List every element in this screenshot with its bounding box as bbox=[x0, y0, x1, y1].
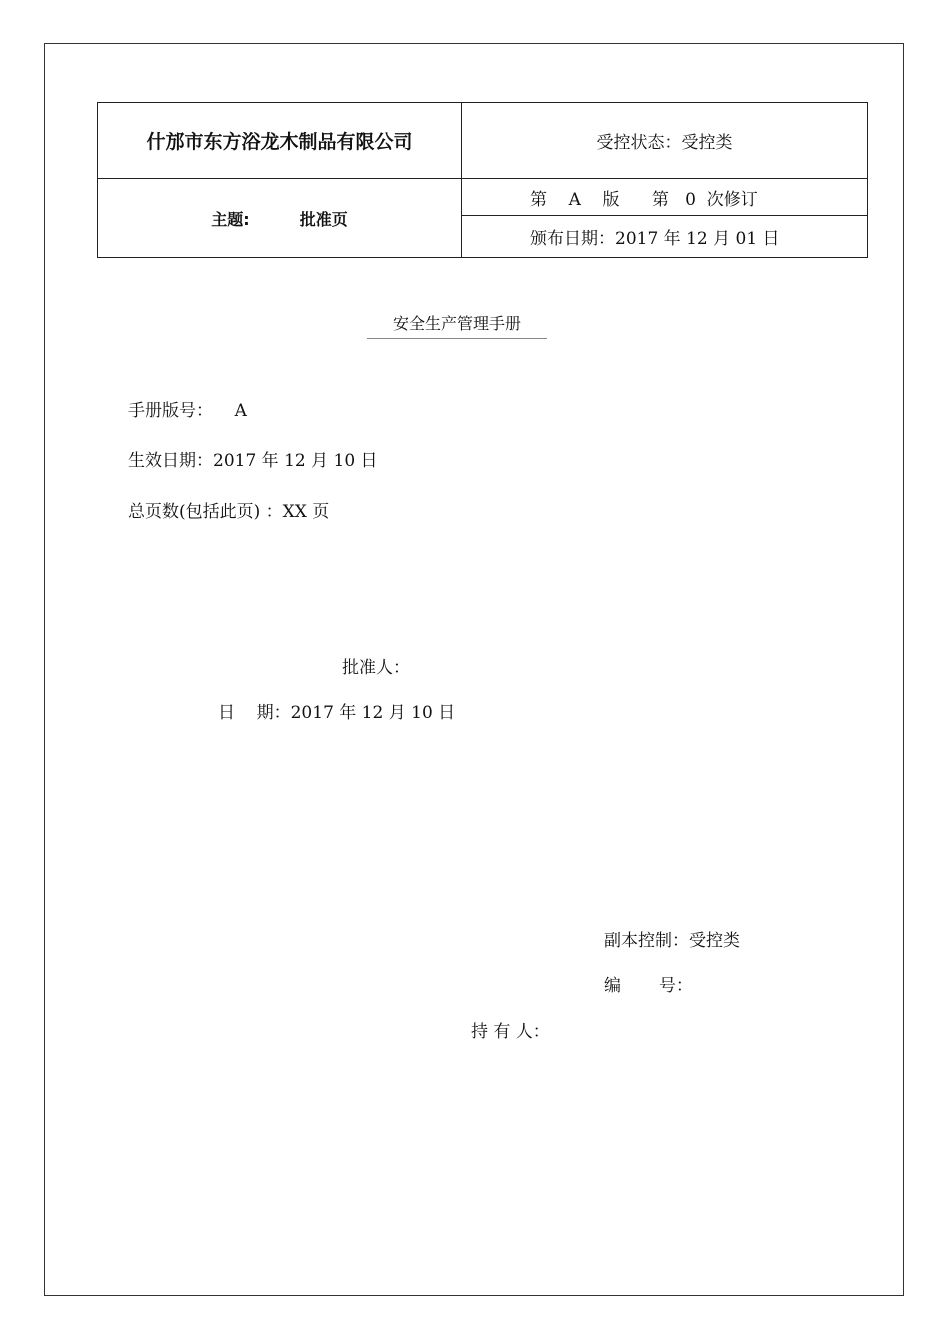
revision-cell bbox=[462, 179, 867, 216]
approval-date: 日 期：2017 年 12 月 10 日 bbox=[218, 703, 456, 723]
approver: 批准人： bbox=[342, 658, 410, 678]
issue-date: 颁布日期：2017 年 12 月 01 日 bbox=[530, 229, 780, 249]
copy-holder: 持 有 人： bbox=[471, 1022, 550, 1042]
effective-date: 生效日期：2017 年 12 月 10 日 bbox=[128, 451, 378, 471]
revision-text: 第 A 版 第 0 次修订 bbox=[530, 189, 758, 210]
subject-value: 批准页 bbox=[299, 209, 348, 229]
control-status: 受控状态：受控类 bbox=[462, 103, 867, 179]
copy-number: 编 号： bbox=[604, 976, 693, 996]
subject-label: 主题: bbox=[211, 209, 250, 229]
subject-cell bbox=[98, 179, 462, 257]
copy-control: 副本控制：受控类 bbox=[604, 931, 740, 951]
header-table bbox=[97, 102, 868, 258]
company-name: 什邡市东方浴龙木制品有限公司 bbox=[98, 103, 462, 179]
manual-edition: 手册版号： A bbox=[128, 401, 247, 421]
total-pages: 总页数(包括此页) ：XX 页 bbox=[128, 502, 330, 522]
document-title: 安全生产管理手册 bbox=[367, 311, 547, 339]
